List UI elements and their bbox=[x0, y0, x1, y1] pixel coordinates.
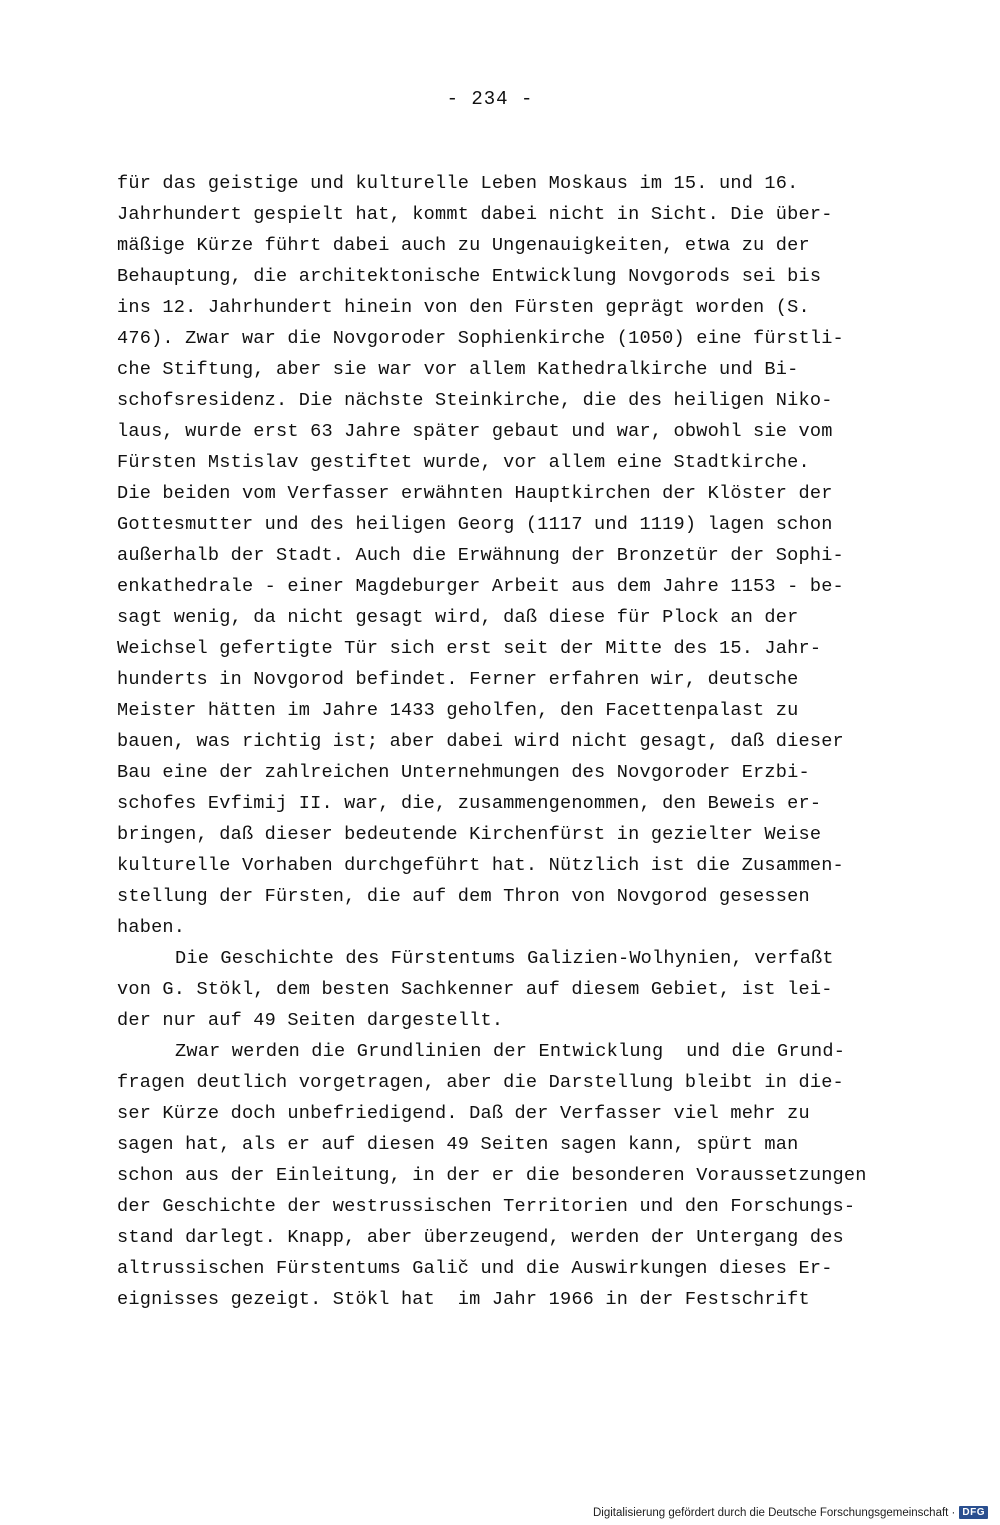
text-line: Behauptung, die architektonische Entwicklung Novgorods sei bis bbox=[117, 266, 822, 287]
text-line: stand darlegt. Knapp, aber überzeugend, werden der Untergang des bbox=[117, 1227, 844, 1248]
text-line: der nur auf 49 Seiten dargestellt. bbox=[117, 1010, 504, 1031]
dfg-logo: DFG bbox=[959, 1506, 988, 1519]
text-line: Weichsel gefertigte Tür sich erst seit der Mitte des 15. Jahr- bbox=[117, 638, 822, 659]
text-line: fragen deutlich vorgetragen, aber die Darstellung bleibt in die- bbox=[117, 1072, 844, 1093]
digitization-footer bbox=[593, 1506, 988, 1519]
footer-text: Digitalisierung gefördert durch die Deutsche Forschungsgemeinschaft · bbox=[592, 1506, 956, 1519]
text-line: schofsresidenz. Die nächste Steinkirche, die des heiligen Niko- bbox=[117, 390, 833, 411]
text-line: Bau eine der zahlreichen Unternehmungen des Novgoroder Erzbi- bbox=[117, 762, 810, 783]
text-line: che Stiftung, aber sie war vor allem Kathedralkirche und Bi- bbox=[117, 359, 799, 380]
text-line: haben. bbox=[117, 917, 186, 938]
text-line: ser Kürze doch unbefriedigend. Daß der Verfasser viel mehr zu bbox=[117, 1103, 810, 1124]
page-number: - 234 - bbox=[446, 88, 534, 110]
text-line: außerhalb der Stadt. Auch die Erwähnung der Bronzetür der Sophi- bbox=[117, 545, 844, 566]
text-line: von G. Stökl, dem besten Sachkenner auf diesem Gebiet, ist lei- bbox=[117, 979, 833, 1000]
text-line: Die beiden vom Verfasser erwähnten Hauptkirchen der Klöster der bbox=[117, 483, 833, 504]
text-line: der Geschichte der westrussischen Territorien und den Forschungs- bbox=[117, 1196, 856, 1217]
text-line: hunderts in Novgorod befindet. Ferner erfahren wir, deutsche bbox=[117, 669, 799, 690]
text-line: mäßige Kürze führt dabei auch zu Ungenauigkeiten, etwa zu der bbox=[117, 235, 810, 256]
text-line: kulturelle Vorhaben durchgeführt hat. Nützlich ist die Zusammen- bbox=[117, 855, 844, 876]
paragraph-start-line: Die Geschichte des Fürstentums Galizien-Wolhynien, verfaßt bbox=[175, 948, 834, 969]
text-line: für das geistige und kulturelle Leben Moskaus im 15. und 16. bbox=[117, 173, 799, 194]
body-text bbox=[117, 168, 897, 1315]
paragraph-start-line: Zwar werden die Grundlinien der Entwicklung und die Grund- bbox=[175, 1041, 846, 1062]
text-line: enkathedrale - einer Magdeburger Arbeit aus dem Jahre 1153 - be- bbox=[117, 576, 844, 597]
text-line: Fürsten Mstislav gestiftet wurde, vor allem eine Stadtkirche. bbox=[117, 452, 810, 473]
text-line: bauen, was richtig ist; aber dabei wird nicht gesagt, daß dieser bbox=[117, 731, 844, 752]
text-line: eignisses gezeigt. Stökl hat im Jahr 1966 in der Festschrift bbox=[117, 1289, 810, 1310]
text-line: 476). Zwar war die Novgoroder Sophienkirche (1050) eine fürstli- bbox=[117, 328, 844, 349]
text-line: ins 12. Jahrhundert hinein von den Fürsten geprägt worden (S. bbox=[117, 297, 810, 318]
text-line: schofes Evfimij II. war, die, zusammengenommen, den Beweis er- bbox=[117, 793, 822, 814]
text-line: Gottesmutter und des heiligen Georg (1117 und 1119) lagen schon bbox=[117, 514, 833, 535]
text-line: Jahrhundert gespielt hat, kommt dabei nicht in Sicht. Die über- bbox=[117, 204, 833, 225]
text-line: Meister hätten im Jahre 1433 geholfen, den Facettenpalast zu bbox=[117, 700, 799, 721]
text-line: sagt wenig, da nicht gesagt wird, daß diese für Plock an der bbox=[117, 607, 799, 628]
text-line: bringen, daß dieser bedeutende Kirchenfürst in gezielter Weise bbox=[117, 824, 822, 845]
text-line: schon aus der Einleitung, in der er die besonderen Voraussetzungen bbox=[117, 1165, 867, 1186]
text-line: sagen hat, als er auf diesen 49 Seiten sagen kann, spürt man bbox=[117, 1134, 799, 1155]
text-line: altrussischen Fürstentums Galič und die Auswirkungen dieses Er- bbox=[117, 1258, 833, 1279]
text-line: stellung der Fürsten, die auf dem Thron von Novgorod gesessen bbox=[117, 886, 810, 907]
text-line: laus, wurde erst 63 Jahre später gebaut und war, obwohl sie vom bbox=[117, 421, 833, 442]
